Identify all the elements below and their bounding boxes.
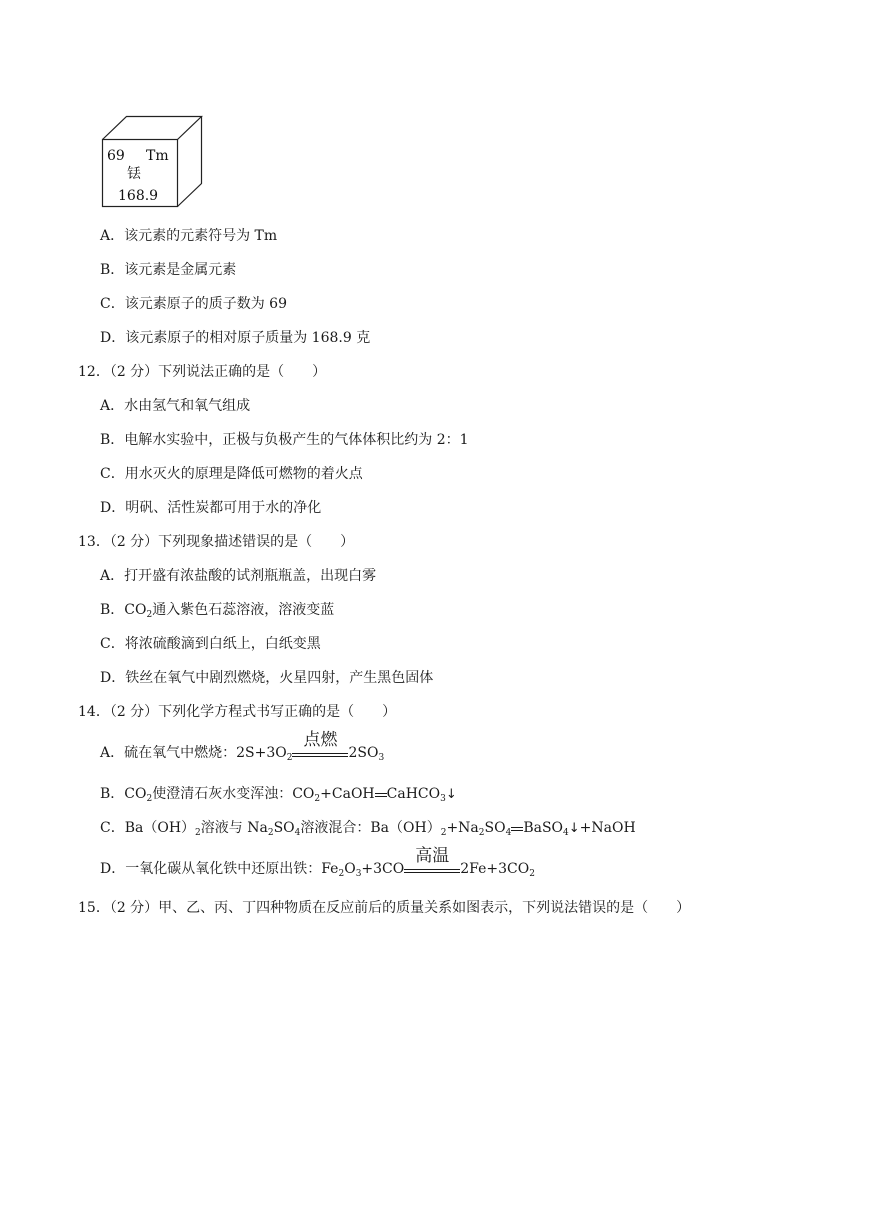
reaction-condition-arrow — [292, 730, 348, 762]
condition-text: 点燃 — [303, 730, 338, 750]
element-atomic-number: 69 — [107, 148, 125, 164]
q12-option-a: A．水由氢气和氧气组成 — [100, 398, 251, 414]
q14-c-text: SO — [484, 820, 506, 836]
subscript: 2 — [440, 828, 447, 838]
subscript: 2 — [314, 794, 321, 804]
q14-b-label: B．CO — [100, 786, 147, 802]
equation-part: O — [344, 861, 356, 877]
equation-part: Fe — [321, 861, 339, 877]
equation-part: CO — [292, 786, 315, 802]
q14-option-b — [100, 785, 457, 804]
subscript: 3 — [378, 753, 385, 763]
q13-option-b — [100, 601, 334, 619]
subscript: 2 — [267, 828, 274, 838]
q13-option-d: D．铁丝在氧气中剧烈燃烧，火星四射，产生黑色固体 — [100, 670, 434, 686]
q14-option-c — [100, 819, 636, 838]
subscript: 2 — [195, 828, 201, 838]
q14-option-d — [100, 846, 535, 879]
subscript: 2 — [338, 869, 345, 879]
element-atomic-mass: 168.9 — [118, 188, 159, 204]
reaction-condition-arrow — [404, 846, 460, 878]
element-symbol: Tm — [146, 148, 169, 164]
condition-text: 高温 — [415, 846, 450, 866]
q13-b-prefix: B．CO — [100, 602, 147, 618]
subscript: 4 — [563, 828, 569, 838]
q15-stem: 15．（2 分）甲、乙、丙、丁四种物质在反应前后的质量关系如图表示，下列说法错误的是（ ） — [78, 900, 691, 916]
equation-part: 2Fe+3CO — [460, 861, 530, 877]
q11-option-a: A．该元素的元素符号为 Tm — [100, 228, 278, 244]
q14-b-label-rest: 使澄清石灰水变浑浊： — [152, 786, 293, 802]
equation-lhs: 2S+3O — [236, 745, 287, 761]
q14-d-label: D．一氧化碳从氧化铁中还原出铁： — [100, 861, 322, 877]
q14-c-text: 溶液混合：Ba（OH） — [300, 820, 441, 836]
q12-stem: 12．（2 分）下列说法正确的是（ ） — [78, 364, 327, 380]
q14-c-text: +NaOH — [579, 820, 636, 836]
q13-b-rest: 通入紫色石蕊溶液，溶液变蓝 — [152, 602, 335, 618]
q14-c-text: +Na — [446, 820, 479, 836]
q14-c-label: C．Ba（OH） — [100, 820, 196, 836]
q14-c-text: SO — [273, 820, 295, 836]
subscript: 2 — [478, 828, 485, 838]
q11-option-c: C．该元素原子的质子数为 69 — [100, 296, 287, 312]
equation-rhs: 2SO — [348, 745, 379, 761]
subscript: 3 — [440, 794, 446, 804]
subscript: 2 — [146, 610, 153, 620]
q12-option-c: C．用水灭火的原理是降低可燃物的着火点 — [100, 466, 363, 482]
q13-option-c: C．将浓硫酸滴到白纸上，白纸变黑 — [100, 636, 321, 652]
element-name: 铥 — [127, 166, 141, 182]
subscript: 4 — [294, 828, 301, 838]
q13-stem: 13．（2 分）下列现象描述错误的是（ ） — [78, 534, 355, 550]
equation-part: +3CO — [361, 861, 405, 877]
q14-c-text: BaSO — [523, 820, 564, 836]
q14-c-text: 溶液与 Na — [200, 820, 268, 836]
q12-option-b: B．电解水实验中，正极与负极产生的气体体积比约为 2：1 — [100, 432, 469, 448]
precipitate-arrow-icon: ↓ — [445, 787, 457, 802]
subscript: 3 — [355, 869, 362, 879]
equals-sign — [375, 785, 387, 803]
q14-option-a — [100, 730, 385, 763]
element-card-cube — [100, 114, 206, 210]
equation-part: CaHCO — [386, 786, 441, 802]
q11-option-d: D．该元素原子的相对原子质量为 168.9 克 — [100, 330, 371, 346]
q11-option-b: B．该元素是金属元素 — [100, 262, 237, 278]
precipitate-arrow-icon: ↓ — [568, 821, 580, 836]
subscript: 2 — [286, 753, 293, 763]
q14-a-label: A．硫在氧气中燃烧： — [100, 745, 237, 761]
q12-option-d: D．明矾、活性炭都可用于水的净化 — [100, 500, 322, 516]
equation-part: +CaOH — [320, 786, 375, 802]
subscript: 2 — [146, 794, 153, 804]
equals-sign — [511, 819, 523, 837]
q14-stem: 14．（2 分）下列化学方程式书写正确的是（ ） — [78, 704, 397, 720]
q13-option-a: A．打开盛有浓盐酸的试剂瓶瓶盖，出现白雾 — [100, 568, 377, 584]
subscript: 2 — [529, 869, 535, 879]
subscript: 4 — [505, 828, 512, 838]
